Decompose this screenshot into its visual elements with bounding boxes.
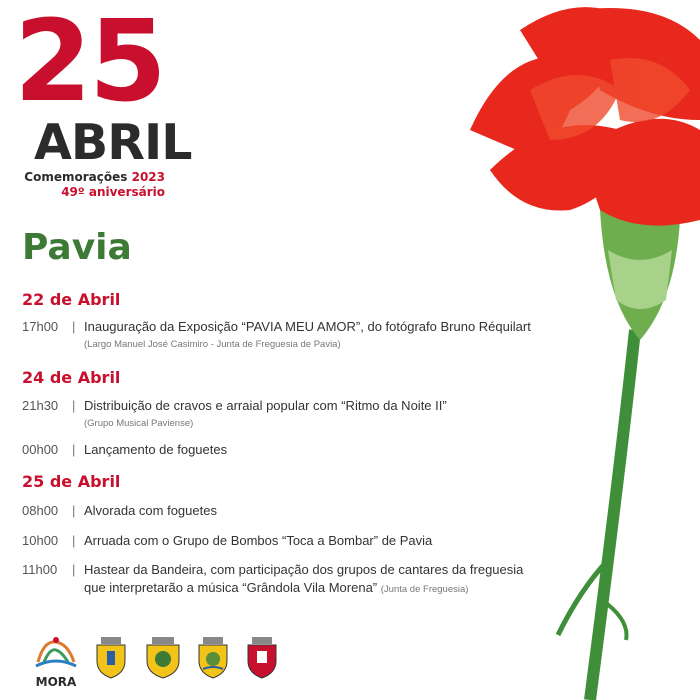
event-description: Distribuição de cravos e arraial popular com “Ritmo da Noite II” — [84, 398, 447, 413]
event-time: 08h00 — [22, 503, 59, 518]
event-description-line: que interpretarão a música “Grândola Vila Morena” — [84, 579, 378, 595]
event-separator: | — [72, 319, 76, 334]
celebration-label: Comemorações — [24, 170, 128, 184]
event-note: (Junta de Freguesia) — [380, 583, 469, 595]
event-note: (Largo Manuel José Casimiro - Junta de Freguesia de Pavia) — [84, 339, 341, 350]
event-description-line: Hastear da Bandeira, com participação dos grupos de cantares da freguesia — [84, 562, 524, 577]
event-description: Arruada com o Grupo de Bombos “Toca a Bombar” de Pavia — [84, 533, 433, 548]
date-number: 25 — [14, 0, 164, 127]
anniversary-label: 49º aniversário — [61, 185, 165, 199]
day-heading: 25 de Abril — [22, 472, 121, 491]
event-separator: | — [72, 442, 76, 457]
mora-logo-text: MORA — [35, 675, 77, 689]
event-time: 00h00 — [22, 442, 59, 457]
event-description: Alvorada com foguetes — [84, 503, 217, 518]
mora-crest-icon — [93, 635, 129, 681]
event-separator: | — [72, 562, 76, 577]
cabecao-crest-icon — [195, 635, 231, 681]
event-description: Inauguração da Exposição “PAVIA MEU AMOR”, do fotógrafo Bruno Réquilart — [84, 319, 531, 334]
event-separator: | — [72, 503, 76, 518]
month-title: ABRIL — [34, 114, 192, 171]
event-time: 21h30 — [22, 398, 59, 413]
event-time: 10h00 — [22, 533, 59, 548]
subtitle — [20, 170, 165, 200]
event-time: 11h00 — [22, 562, 58, 577]
place-title: Pavia — [22, 227, 132, 268]
carnation-flower-image — [430, 0, 700, 700]
pavia-crest-icon — [244, 635, 280, 681]
event-note: (Grupo Musical Paviense) — [84, 418, 194, 429]
event-separator: | — [72, 533, 76, 548]
brotas-crest-icon — [143, 635, 183, 681]
event-separator: | — [72, 398, 76, 413]
year-label: 2023 — [131, 170, 165, 184]
day-heading: 24 de Abril — [22, 368, 121, 387]
day-heading: 22 de Abril — [22, 290, 121, 309]
event-description: Lançamento de foguetes — [84, 442, 228, 457]
event-time: 17h00 — [22, 319, 59, 334]
mora-logo-icon — [30, 632, 82, 672]
mora-logo — [30, 632, 82, 689]
